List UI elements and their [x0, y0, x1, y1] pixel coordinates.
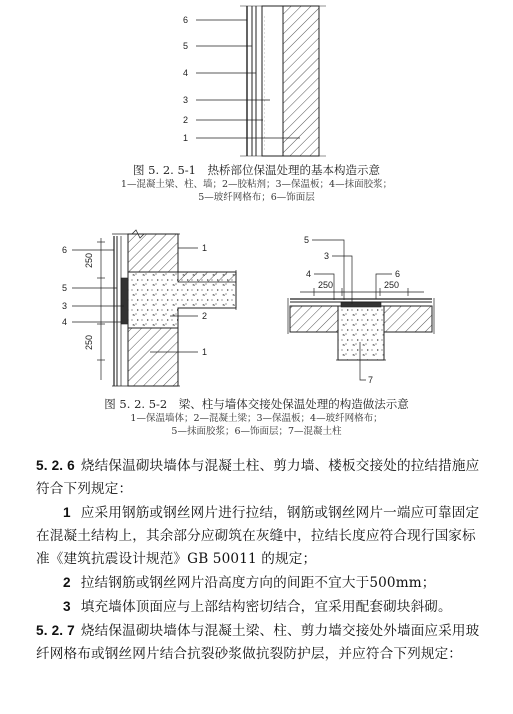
fig1-callout: 6 — [183, 15, 189, 25]
body-text — [36, 454, 488, 666]
fig1-callout: 4 — [183, 68, 189, 78]
left-callout: 6 — [62, 245, 68, 255]
item-number: 2 — [63, 575, 71, 590]
figure-1-drawing — [0, 0, 513, 162]
left-callout: 3 — [62, 301, 68, 311]
left-dim-top: 250 — [84, 252, 94, 268]
right-callout: 7 — [368, 375, 374, 385]
figure-1-legend-line-2: 5—玻纤网格布；6—饰面层 — [198, 192, 315, 203]
concrete-wall — [283, 6, 319, 156]
item-text: 应采用钢筋或钢丝网片进行拉结，钢筋或钢丝网片一端应可靠固定在混凝土结构上，其余部分应砌筑在灰缝中，拉结长度应符合现行国家标准《建筑抗震设计规范》GB 50011 的规定； — [36, 505, 480, 567]
left-callout: 5 — [62, 283, 68, 293]
left-callout: 2 — [202, 311, 208, 321]
left-callout: 4 — [62, 317, 68, 327]
figure-1-caption — [0, 162, 513, 204]
section-heading: 烧结保温砌块墙体与混凝土柱、剪力墙、楼板交接处的拉结措施应符合下列规定： — [36, 458, 480, 497]
left-dim-bottom: 250 — [84, 334, 94, 350]
right-callout: 6 — [395, 269, 401, 279]
list-item — [36, 595, 488, 619]
figure-2-drawing — [0, 222, 513, 394]
section-heading: 烧结保温砌块墙体与混凝土梁、柱、剪力墙交接处外墙面应采用玻纤网格布或钢丝网片结合抗裂砂浆做抗裂防护层，并应符合下列规定： — [36, 623, 480, 662]
figure-2-legend-line-1: 1—保温墙体；2—混凝土梁；3—保温板；4—玻纤网格布； — [130, 413, 383, 424]
left-detail — [62, 230, 236, 386]
fig1-callout: 3 — [183, 95, 189, 105]
figure-2-legend-line-2: 5—抹面胶浆；6—饰面层；7—混凝土柱 — [171, 426, 342, 437]
left-callout: 1 — [202, 243, 208, 253]
fig1-callout: 2 — [183, 115, 189, 125]
right-callout: 5 — [304, 235, 310, 245]
list-item — [36, 501, 488, 571]
right-detail — [288, 235, 434, 385]
item-text: 拉结钢筋或钢丝网片沿高度方向的间距不宜大于500mm； — [80, 575, 436, 591]
section-5-2-7 — [36, 619, 488, 666]
item-number: 1 — [63, 505, 71, 520]
section-5-2-6 — [36, 454, 488, 501]
fig1-callout: 1 — [183, 133, 189, 143]
right-callout: 4 — [306, 269, 312, 279]
item-number: 3 — [63, 599, 71, 614]
section-number: 5. 2. 7 — [36, 623, 75, 638]
figure-2-svg — [0, 222, 513, 394]
figure-2-caption — [0, 396, 513, 438]
figure-1-title: 图 5. 2. 5-1 热桥部位保温处理的基本构造示意 — [133, 163, 380, 177]
list-item — [36, 571, 488, 595]
section-number: 5. 2. 6 — [36, 458, 75, 473]
figure-2-title: 图 5. 2. 5-2 梁、柱与墙体交接处保温处理的构造做法示意 — [104, 397, 409, 411]
item-text: 填充墙体顶面应与上部结构密切结合，宜采用配套砌块斜砌。 — [80, 599, 452, 615]
right-callout: 3 — [324, 251, 330, 261]
figure-1-svg — [0, 0, 513, 162]
adhesive-layer — [262, 14, 265, 150]
figure-1-legend-line-1: 1—混凝土梁、柱、墙；2—胶粘剂；3—保温板；4—抹面胶浆； — [120, 179, 393, 190]
insulation-board — [262, 6, 283, 156]
right-dim-left: 250 — [318, 280, 334, 290]
left-callout: 1 — [202, 347, 208, 357]
right-dim-right: 250 — [384, 280, 400, 290]
fig1-callout: 5 — [183, 41, 189, 51]
